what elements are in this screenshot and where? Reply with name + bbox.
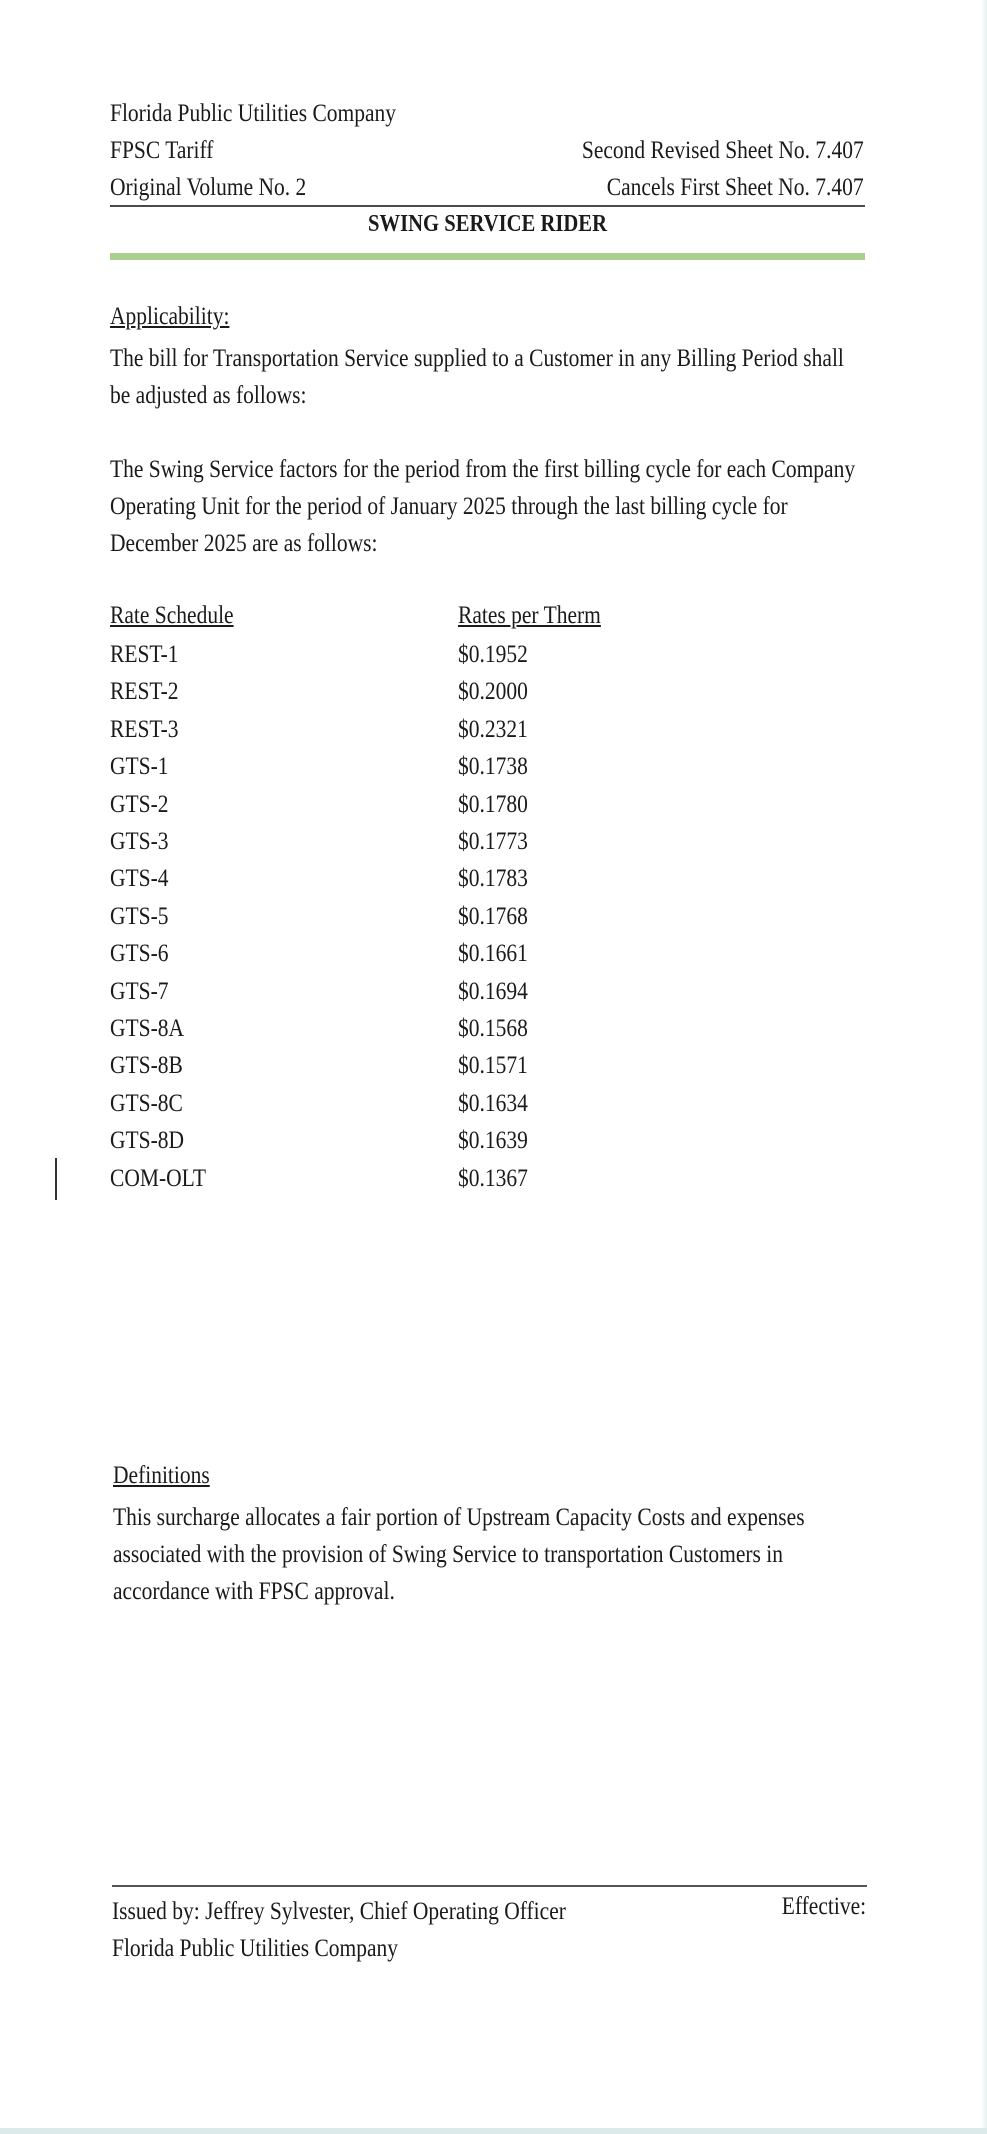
rate-value-cell: $0.1768 [458,902,528,930]
rate-value-cell: $0.1367 [458,1164,528,1192]
rate-schedule-cell: COM-OLT [110,1164,206,1192]
rate-schedule-cell: REST-2 [110,678,179,706]
scan-edge-bottom [0,2128,987,2134]
rate-value-cell: $0.1738 [458,753,528,781]
footer-company: Florida Public Utilities Company [112,1935,399,1962]
footer-divider [112,1885,867,1887]
rate-row [110,940,710,977]
margin-change-bar [55,1158,57,1200]
rate-schedule-cell: GTS-5 [110,902,169,930]
applicability-heading: Applicability: [110,303,230,330]
definitions-paragraph: This surcharge allocates a fair portion of Upstream Capacity Costs and expenses associated with the provision of Swing Service to transportation Customers in accordance with FPSC approval. [113,1504,805,1605]
rates-per-therm-header: Rates per Therm [458,602,601,629]
rate-schedule-cell: GTS-8D [110,1127,185,1155]
rate-row [110,1127,710,1164]
rate-value-cell: $0.1571 [458,1052,528,1080]
rate-schedule-cell: GTS-6 [110,940,169,968]
document-title: SWING SERVICE RIDER [368,211,607,237]
definitions-heading: Definitions [113,1462,210,1489]
rate-value-cell: $0.1780 [458,790,528,818]
rate-row [110,903,710,940]
rate-row [110,753,710,790]
rate-schedule-header: Rate Schedule [110,602,234,629]
scan-edge [981,0,987,2134]
rate-row [110,978,710,1015]
rate-value-cell: $0.2000 [458,678,528,706]
rate-row [110,828,710,865]
rate-value-cell: $0.2321 [458,715,528,743]
rate-schedule-cell: GTS-8A [110,1015,185,1042]
rate-schedule-cell: GTS-8C [110,1089,183,1117]
rate-value-cell: $0.1634 [458,1089,528,1117]
applicability-paragraph: The bill for Transportation Service supplied to a Customer in any Billing Period shall be adjusted as follows: [110,345,844,409]
rate-value-cell: $0.1661 [458,940,528,968]
rate-row [110,1052,710,1089]
header-divider [110,205,865,207]
rate-row [110,678,710,715]
rate-row [110,865,710,902]
rate-row [110,716,710,753]
rate-schedule-cell: GTS-2 [110,790,169,818]
factors-paragraph: The Swing Service factors for the period from the first billing cycle for each Company Operating Unit for the period of January 2025 through the last billing cycle for December 2025 are as follows: [110,456,856,557]
rate-row [110,641,710,678]
header-volume: Original Volume No. 2 [110,174,307,201]
effective-label: Effective: [781,1893,866,1920]
rate-value-cell: $0.1773 [458,828,528,855]
title-rule [110,253,865,260]
rate-row [110,791,710,828]
rate-row [110,1090,710,1127]
rate-schedule-cell: REST-3 [110,715,179,743]
header-cancels-sheet: Cancels First Sheet No. 7.407 [607,174,864,201]
header-sheet-number: Second Revised Sheet No. 7.407 [582,137,864,164]
rate-schedule-cell: REST-1 [110,641,179,668]
rate-schedule-cell: GTS-7 [110,977,169,1005]
header-company: Florida Public Utilities Company [110,100,397,127]
issued-by: Issued by: Jeffrey Sylvester, Chief Operating Officer [112,1898,566,1925]
rate-value-cell: $0.1694 [458,977,528,1005]
rate-value-cell: $0.1783 [458,865,528,893]
rate-schedule-cell: GTS-4 [110,865,169,893]
rate-row [110,1015,710,1052]
header-tariff: FPSC Tariff [110,137,214,164]
rate-value-cell: $0.1639 [458,1127,528,1155]
rate-row [110,1165,710,1202]
rate-value-cell: $0.1568 [458,1015,528,1042]
rate-value-cell: $0.1952 [458,641,528,668]
rate-schedule-cell: GTS-3 [110,828,169,855]
rate-schedule-cell: GTS-1 [110,753,169,781]
rate-schedule-cell: GTS-8B [110,1052,183,1080]
